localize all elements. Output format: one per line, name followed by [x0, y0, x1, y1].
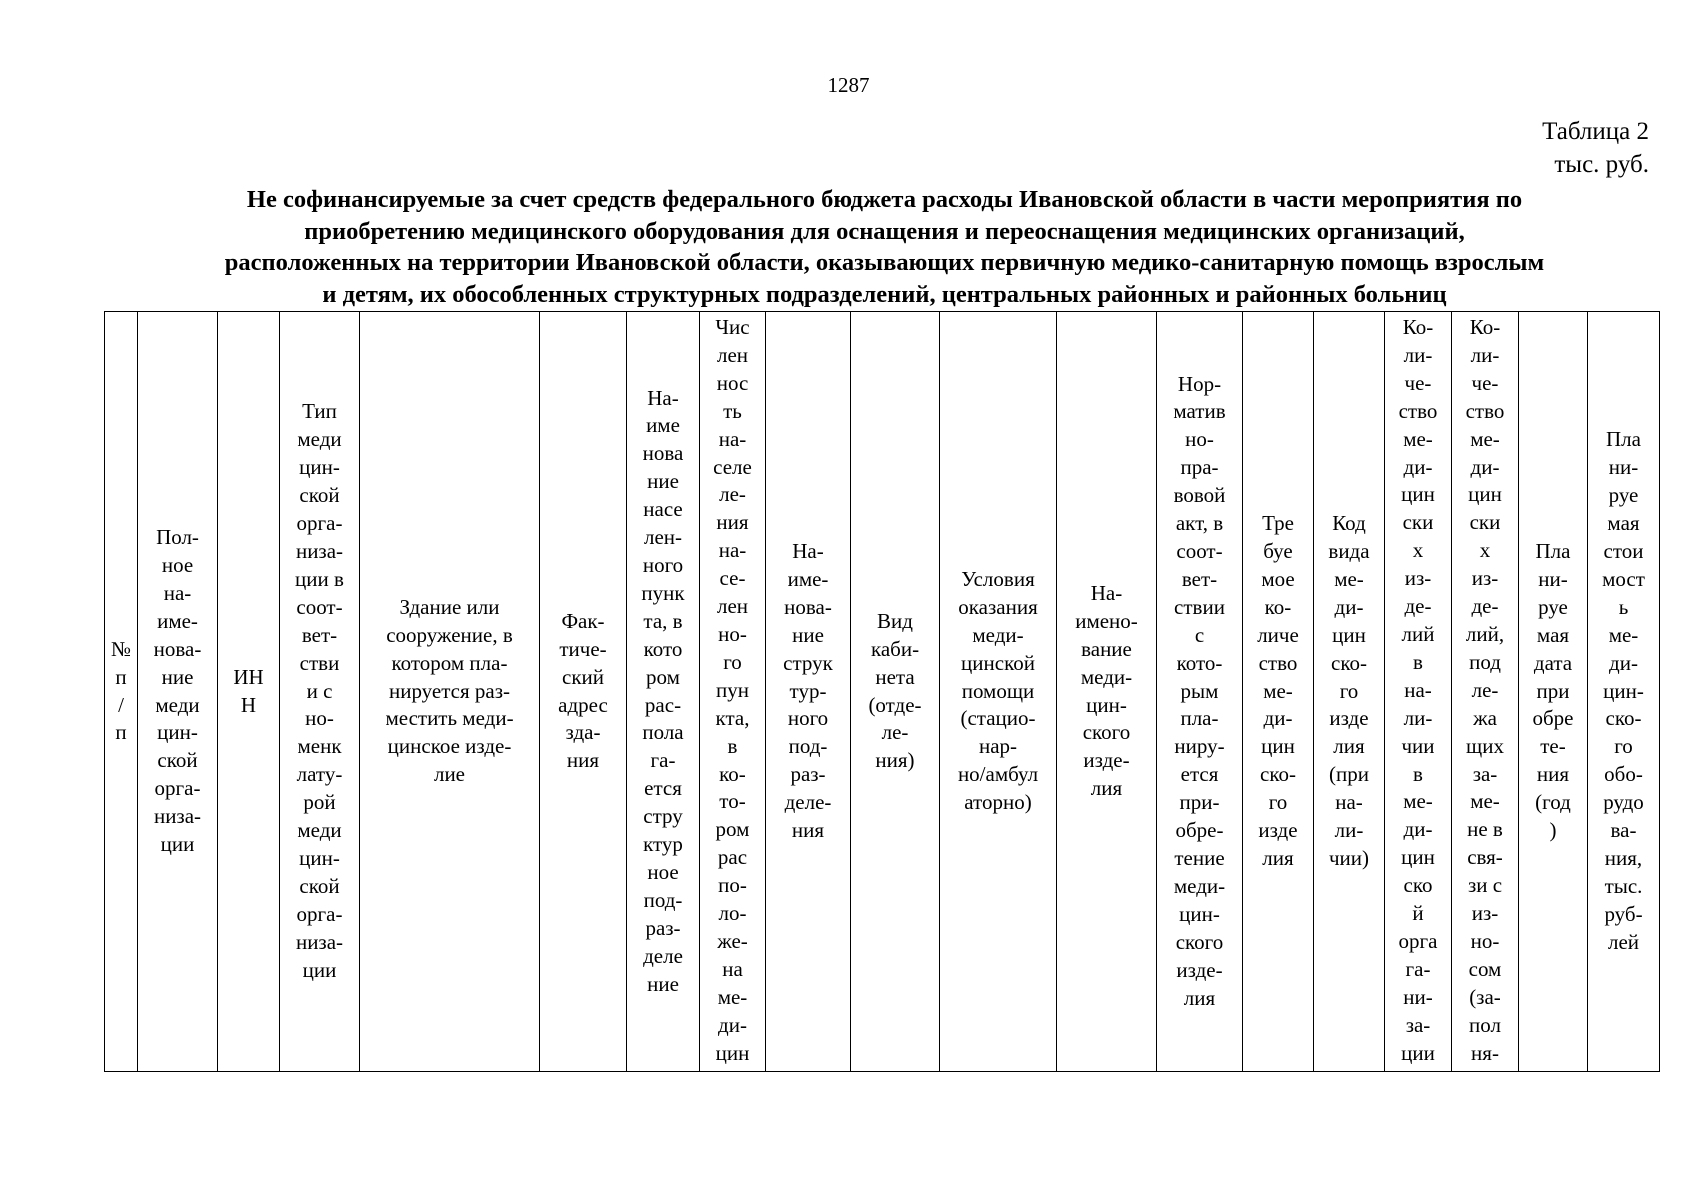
header-row	[105, 312, 1660, 1072]
column-header-text: Пол- ное на- име- нова- ние меди цин- ской орга- низа- ции	[153, 525, 202, 857]
column-header	[766, 312, 851, 1072]
column-header-text: Условия оказания меди- цинской помощи (стацио- нар- но/амбул аторно)	[957, 566, 1039, 815]
column-header	[1519, 312, 1588, 1072]
column-header-text: Нор- матив но- пра- вовой акт, в соот- вет- ствии с кото- рым пла- ниру- ется при- обре- тение меди- цин- ского изде- лия	[1173, 371, 1226, 1010]
column-header-text: На- имено- вание меди- цин- ского изде- лия	[1075, 580, 1138, 801]
column-header	[940, 312, 1057, 1072]
column-header-text: Тип меди цин- ской орга- низа- ции в соот- вет- стви и с но- менк лату- рой меди цин- ской орга- низа- ции	[295, 399, 344, 982]
column-header	[851, 312, 940, 1072]
column-header	[280, 312, 360, 1072]
column-header	[1314, 312, 1385, 1072]
column-header-text: Чис лен нос ть на- селе ле- ния на- се- лен но- го пун кта, в ко- то- ром рас по- ло- же- на ме- ди- цин	[713, 315, 752, 1065]
column-header-text: Пла ни- руе мая стои мост ь ме- ди- цин- ско- го обо- рудо ва- ния, тыс. руб- лей	[1602, 427, 1645, 954]
column-header	[1243, 312, 1314, 1072]
unit-label: тыс. руб.	[1554, 151, 1649, 178]
column-header	[1588, 312, 1660, 1072]
column-header-text: На- име нова ние насе лен- ного пунк та, в кото ром рас- пола га- ется стру ктур ное под- раз- деле ние	[641, 385, 685, 996]
column-header-text: Ко- ли- че- ство ме- ди- цин ски х из- де- лий, под ле- жа щих за- ме- не в свя- зи с из- но- сом (за- пол ня-	[1465, 315, 1505, 1065]
column-header-text: Здание или сооружение, в котором пла- нируется раз- местить меди- цинское изде- лие	[385, 594, 514, 787]
column-header-text: Вид каби- нета (отде- ле- ния)	[868, 608, 922, 773]
table-label: Таблица 2	[1542, 118, 1649, 145]
column-header	[138, 312, 218, 1072]
page-number: 1287	[827, 73, 870, 97]
column-header	[627, 312, 700, 1072]
column-header-text: Код вида ме- ди- цин ско- го изде лия (при на- ли- чии)	[1328, 511, 1370, 870]
title-line: приобретению медицинского оборудования для оснащения и переоснащения медицинских организаций,	[304, 217, 1465, 245]
title-line: Не софинансируемые за счет средств федерального бюджета расходы Ивановской области в части мероприятия по	[246, 186, 1523, 213]
column-header	[360, 312, 540, 1072]
table-title	[104, 184, 1665, 310]
title-line: и детям, их обособленных структурных подразделений, центральных районных и районных больниц	[322, 280, 1447, 308]
column-header	[218, 312, 280, 1072]
column-header	[1452, 312, 1519, 1072]
column-header	[1157, 312, 1243, 1072]
column-header	[105, 312, 138, 1072]
column-header-text: На- име- нова- ние струк тур- ного под- раз- деле- ния	[783, 539, 833, 843]
column-header-text: Пла ни- руе мая дата при обре те- ния (год )	[1532, 539, 1574, 843]
title-line: расположенных на территории Ивановской области, оказывающих первичную медико-санитарную помощь взрослым	[224, 249, 1545, 276]
column-header-text: Ко- ли- че- ство ме- ди- цин ски х из- де- лий в на- ли- чии в ме- ди- цин ско й орга га- ни- за- ции	[1398, 315, 1438, 1065]
column-header	[700, 312, 766, 1072]
column-header	[1385, 312, 1452, 1072]
column-header-text: № п / п	[110, 636, 132, 745]
header-table	[104, 311, 1660, 1072]
column-header-text: ИН Н	[233, 664, 264, 717]
column-header-text: Тре буе мое ко- личе ство ме- ди- цин ско- го изде лия	[1257, 511, 1299, 870]
column-header-text: Фак- тиче- ский адрес зда- ния	[558, 608, 608, 773]
column-header	[1057, 312, 1157, 1072]
column-header	[540, 312, 627, 1072]
